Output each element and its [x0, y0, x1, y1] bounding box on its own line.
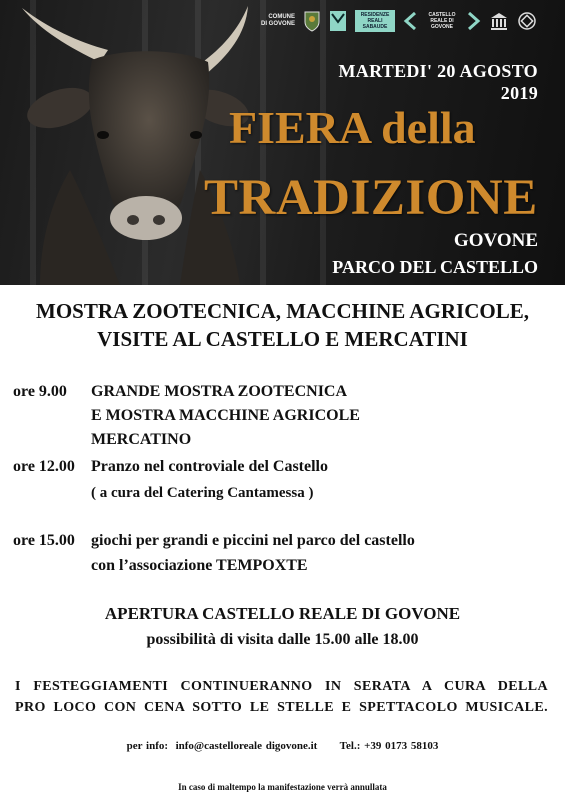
unesco-temple-icon	[489, 11, 509, 31]
contact-line	[0, 738, 565, 754]
castello-arrow-right-icon	[467, 10, 481, 32]
event-title-line-2: TRADIZIONE	[204, 170, 538, 226]
schedule-text: giochi per grandi e piccini nel parco del castello	[91, 532, 415, 549]
castle-opening-title: APERTURA CASTELLO REALE DI GOVONE	[104, 604, 461, 623]
schedule-text-cont: MERCATINO	[91, 431, 192, 448]
schedule-row-12	[13, 456, 328, 478]
schedule-text-cont: ( a cura del Catering Cantamessa )	[91, 485, 314, 501]
comune-sub-label: DI GOVONE	[260, 21, 295, 27]
residenze-label: RESIDENZE REALI SABAUDE	[360, 12, 390, 30]
comune-logo-text	[261, 14, 295, 28]
hero-banner	[0, 0, 565, 285]
residenze-logo	[355, 10, 395, 32]
event-date-day: MARTEDI' 20 AGOSTO	[338, 61, 538, 81]
schedule-text-cont: E MOSTRA MACCHINE AGRICOLE	[91, 407, 360, 424]
residenze-mark-icon	[329, 10, 347, 32]
logo-strip	[261, 10, 537, 32]
schedule-time: ore 15.00	[13, 532, 75, 549]
coat-of-arms-icon	[303, 10, 321, 32]
contact-phone[interactable]: Tel.: +39 0173 58103	[339, 740, 439, 752]
castle-opening-hours: possibilità di visita dalle 15.00 alle 18.00	[146, 631, 419, 648]
schedule-text: GRANDE MOSTRA ZOOTECNICA	[91, 383, 348, 400]
headline-line-2: VISITE AL CASTELLO E MERCATINI	[97, 327, 468, 351]
schedule-time: ore 12.00	[13, 458, 75, 475]
evening-line-2: PRO LOCO CON CENA SOTTO LE STELLE E SPETTACOLO MUSICALE.	[15, 700, 548, 715]
event-town: GOVONE	[453, 230, 538, 251]
event-venue: PARCO DEL CASTELLO	[332, 257, 538, 277]
comune-label: COMUNE	[268, 14, 295, 20]
schedule-text-cont: con l’associazione TEMPOXTE	[91, 557, 308, 574]
castello-label: CASTELLO REALE DI GOVONE	[428, 12, 456, 30]
schedule-row-9	[13, 381, 347, 403]
contact-info-label: per info:	[126, 740, 169, 752]
event-title-line-1: FIERA della	[229, 102, 476, 153]
weather-note: In caso di maltempo la manifestazione verrà annullata	[178, 782, 387, 792]
heritage-emblem-icon	[517, 11, 537, 31]
schedule-text: Pranzo nel controviale del Castello	[91, 458, 328, 475]
headline-line-1: MOSTRA ZOOTECNICA, MACCHINE AGRICOLE,	[36, 299, 529, 323]
schedule-time: ore 9.00	[13, 383, 67, 400]
castello-logo	[425, 10, 459, 32]
event-date-year: 2019	[500, 83, 538, 103]
event-date	[339, 60, 538, 104]
castello-arrow-left-icon	[403, 10, 417, 32]
schedule-row-15	[13, 530, 415, 552]
evening-line-1: I FESTEGGIAMENTI CONTINUERANNO IN SERATA A CURA DELLA	[15, 679, 548, 694]
contact-email-link[interactable]: info@castelloreale digovone.it	[175, 740, 318, 752]
